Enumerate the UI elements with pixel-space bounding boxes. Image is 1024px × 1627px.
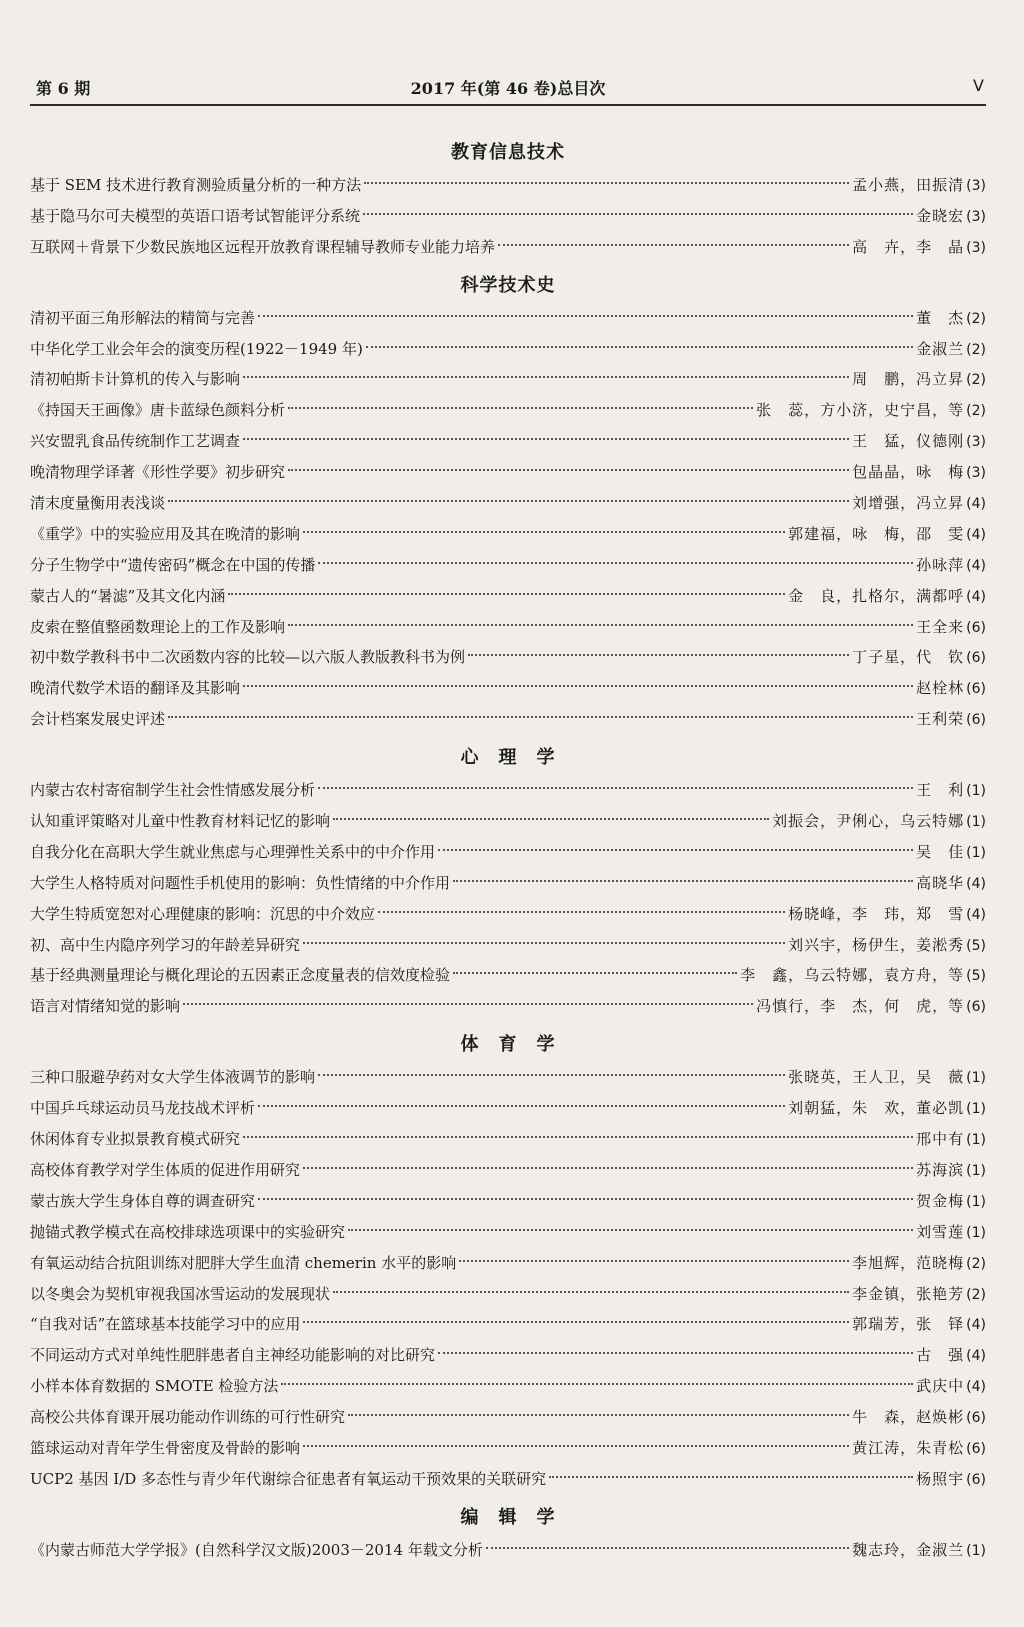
dot-leader: [258, 1105, 785, 1107]
dot-leader: [288, 469, 849, 471]
issue-number: (6): [966, 650, 986, 667]
toc-entry: [30, 868, 986, 899]
toc-entry: [30, 1402, 986, 1433]
article-title: 休闲体育专业拟景教育模式研究: [30, 1130, 241, 1149]
article-title: 不同运动方式对单纯性肥胖患者自主神经功能影响的对比研究: [30, 1346, 436, 1365]
dot-leader: [228, 593, 785, 595]
issue-number: (4): [966, 875, 986, 892]
dot-leader: [303, 942, 785, 944]
toc-entry: [30, 1155, 986, 1186]
article-title: 基于隐马尔可夫模型的英语口语考试智能评分系统: [30, 206, 361, 225]
article-authors: 王 利: [916, 781, 965, 800]
article-authors: 王利荣: [916, 710, 965, 729]
dot-leader: [498, 244, 849, 246]
article-authors: 刘朝猛，朱 欢，董必凯: [788, 1099, 965, 1118]
dot-leader: [468, 654, 849, 656]
article-title: 中华化学工业会年会的演变历程(1922－1949 年): [30, 339, 363, 358]
dot-leader: [303, 1321, 849, 1323]
toc-section: [30, 1501, 986, 1566]
dot-leader: [303, 1445, 849, 1447]
dot-leader: [366, 346, 913, 348]
article-authors: 古 强: [916, 1346, 965, 1365]
article-authors: 武庆中: [916, 1377, 965, 1396]
issue-number: (2): [966, 310, 986, 327]
toc-entry: [30, 1217, 986, 1248]
dot-leader: [378, 911, 785, 913]
issue-number: (2): [966, 403, 986, 420]
toc-entry: [30, 1124, 986, 1155]
issue-number: (4): [966, 496, 986, 513]
dot-leader: [168, 500, 849, 502]
issue-number: (5): [966, 937, 986, 954]
issue-number: (4): [966, 1379, 986, 1396]
toc-entry: [30, 1340, 986, 1371]
article-title: 清初帕斯卡计算机的传入与影响: [30, 370, 241, 389]
article-authors: 高 卉，李 晶: [852, 237, 965, 256]
issue-number: (1): [966, 1101, 986, 1118]
article-title: 小样本体育数据的 SMOTE 检验方法: [30, 1377, 279, 1396]
article-authors: 孙咏萍: [916, 555, 965, 574]
toc-entry: [30, 1371, 986, 1402]
article-authors: 刘兴宇，杨伊生，姜淞秀: [788, 935, 965, 954]
toc-entry: [30, 334, 986, 365]
article-title: 三种口服避孕药对女大学生体液调节的影响: [30, 1068, 316, 1087]
toc-section: [30, 269, 986, 735]
article-authors: 牛 森，赵焕彬: [852, 1408, 965, 1427]
article-authors: 李 鑫，乌云特娜，袁方舟，等: [740, 966, 965, 985]
toc-entry: [30, 1464, 986, 1495]
dot-leader: [318, 562, 913, 564]
dot-leader: [333, 1291, 849, 1293]
toc-entry: [30, 673, 986, 704]
issue-number: (4): [966, 557, 986, 574]
article-authors: 郭瑞芳，张 铎: [852, 1315, 965, 1334]
toc-entry: [30, 1186, 986, 1217]
toc-section: [30, 136, 986, 263]
issue-number: (6): [966, 1440, 986, 1457]
article-authors: 吴 佳: [916, 842, 965, 861]
toc-entry: [30, 519, 986, 550]
article-title: 晚清物理学译著《形性学要》初步研究: [30, 463, 286, 482]
article-title: 有氧运动结合抗阻训练对肥胖大学生血清 chemerin 水平的影响: [30, 1253, 457, 1272]
issue-number: (6): [966, 999, 986, 1016]
article-title: 抛锚式教学模式在高校排球选项课中的实验研究: [30, 1222, 346, 1241]
article-authors: 王 猛，仪德刚: [852, 432, 965, 451]
article-authors: 金 良，扎格尔，满都呼: [788, 586, 965, 605]
issue-number: (4): [966, 1348, 986, 1365]
toc-entry: [30, 775, 986, 806]
toc-entry: [30, 170, 986, 201]
toc-entry: [30, 704, 986, 735]
toc-entry: [30, 642, 986, 673]
article-authors: 周 鹏，冯立昇: [852, 370, 965, 389]
article-title: 蒙古人的“暑滤”及其文化内涵: [30, 586, 226, 605]
article-title: 语言对情绪知觉的影响: [30, 997, 181, 1016]
issue-number: (1): [966, 814, 986, 831]
page-header: [30, 70, 986, 106]
dot-leader: [318, 787, 913, 789]
dot-leader: [438, 849, 913, 851]
article-title: 互联网＋背景下少数民族地区远程开放教育课程辅导教师专业能力培养: [30, 237, 496, 256]
dot-leader: [258, 315, 913, 317]
table-of-contents: [30, 130, 986, 1566]
article-title: 基于 SEM 技术进行教育测验质量分析的一种方法: [30, 176, 362, 194]
article-authors: 刘振会，尹俐心，乌云特娜: [772, 812, 965, 831]
dot-leader: [453, 972, 737, 974]
issue-number: (4): [966, 526, 986, 543]
article-authors: 王全来: [916, 617, 965, 636]
toc-entry: [30, 1433, 986, 1464]
toc-section: [30, 741, 986, 1022]
article-authors: 杨照宇: [916, 1469, 965, 1488]
page-number: V: [973, 76, 984, 95]
dot-leader: [453, 880, 913, 882]
dot-leader: [243, 1136, 913, 1138]
article-title: UCP2 基因 I/D 多态性与青少年代谢综合征患者有氧运动干预效果的关联研究: [30, 1469, 547, 1488]
toc-entry: [30, 837, 986, 868]
dot-leader: [303, 1167, 913, 1169]
article-authors: 金晓宏: [916, 206, 965, 225]
issue-number: (5): [966, 968, 986, 985]
issue-number: (1): [966, 1193, 986, 1210]
issue-number: (4): [966, 906, 986, 923]
article-authors: 魏志玲，金淑兰: [852, 1540, 965, 1559]
issue-number: (6): [966, 681, 986, 698]
issue-number: (6): [966, 712, 986, 729]
toc-entry: [30, 364, 986, 395]
toc-entry: [30, 581, 986, 612]
article-title: 《重学》中的实验应用及其在晚清的影响: [30, 524, 301, 543]
dot-leader: [348, 1229, 913, 1231]
article-authors: 张 蕊，方小济，史宁昌，等: [756, 401, 965, 420]
article-title: 高校体育教学对学生体质的促进作用研究: [30, 1160, 301, 1179]
issue-number: (1): [966, 1224, 986, 1241]
toc-entry: [30, 303, 986, 334]
article-title: 《持国天王画像》唐卡蓝绿色颜料分析: [30, 401, 286, 420]
section-title: 教育信息技术: [451, 142, 565, 163]
article-title: 兴安盟乳食品传统制作工艺调查: [30, 432, 241, 451]
article-title: 《内蒙古师范大学学报》(自然科学汉文版)2003－2014 年载文分析: [30, 1540, 483, 1559]
article-authors: 丁子星，代 钦: [852, 648, 965, 667]
dot-leader: [281, 1383, 913, 1385]
article-authors: 李金镇，张艳芳: [852, 1284, 965, 1303]
article-title: 蒙古族大学生身体自尊的调查研究: [30, 1191, 256, 1210]
issue-number: (2): [966, 1286, 986, 1303]
article-authors: 董 杰: [916, 308, 965, 327]
dot-leader: [168, 716, 913, 718]
toc-entry: [30, 1062, 986, 1093]
issue-number: (1): [966, 844, 986, 861]
toc-entry: [30, 612, 986, 643]
issue-number: (3): [966, 208, 986, 225]
dot-leader: [438, 1352, 913, 1354]
toc-section: [30, 1028, 986, 1494]
toc-entry: [30, 1279, 986, 1310]
article-title: 基于经典测量理论与概化理论的五因素正念度量表的信效度检验: [30, 966, 451, 985]
issue-number: (6): [966, 1471, 986, 1488]
dot-leader: [183, 1003, 753, 1005]
article-title: “自我对话”在篮球基本技能学习中的应用: [30, 1315, 301, 1334]
issue-number: (3): [966, 465, 986, 482]
section-title: 体 育 学: [460, 1034, 556, 1056]
toc-entry: [30, 395, 986, 426]
article-authors: 冯慎行，李 杰，何 虎，等: [756, 997, 965, 1016]
running-title: 2017 年(第 46 卷)总目次: [410, 79, 606, 98]
dot-leader: [364, 182, 849, 184]
article-title: 清末度量衡用表浅谈: [30, 494, 166, 513]
dot-leader: [549, 1476, 913, 1478]
toc-entry: [30, 426, 986, 457]
toc-entry: [30, 991, 986, 1022]
dot-leader: [363, 213, 913, 215]
article-authors: 孟小燕，田振清: [852, 176, 965, 194]
article-authors: 郭建福，咏 梅，邵 雯: [788, 524, 965, 543]
dot-leader: [288, 624, 913, 626]
article-title: 篮球运动对青年学生骨密度及骨龄的影响: [30, 1438, 301, 1457]
article-title: 以冬奥会为契机审视我国冰雪运动的发展现状: [30, 1284, 331, 1303]
section-title: 心 理 学: [460, 747, 556, 769]
issue-number: (1): [966, 1162, 986, 1179]
toc-entry: [30, 899, 986, 930]
dot-leader: [318, 1074, 785, 1076]
issue-label: 第 6 期: [36, 79, 91, 98]
issue-number: (1): [966, 1542, 986, 1559]
section-title: 科学技术史: [460, 274, 556, 296]
toc-entry: [30, 232, 986, 263]
article-authors: 包晶晶，咏 梅: [852, 463, 965, 482]
issue-number: (1): [966, 1132, 986, 1149]
article-authors: 邢中有: [916, 1130, 965, 1149]
toc-entry: [30, 1309, 986, 1340]
toc-entry: [30, 488, 986, 519]
issue-number: (2): [966, 1255, 986, 1272]
article-title: 会计档案发展史评述: [30, 710, 166, 729]
toc-entry: [30, 930, 986, 961]
issue-number: (3): [966, 239, 986, 256]
toc-entry: [30, 960, 986, 991]
dot-leader: [243, 376, 849, 378]
issue-number: (4): [966, 588, 986, 605]
section-title: 编 辑 学: [460, 1506, 556, 1528]
issue-number: (4): [966, 1317, 986, 1334]
toc-entry: [30, 457, 986, 488]
article-title: 大学生人格特质对问题性手机使用的影响：负性情绪的中介作用: [30, 873, 451, 892]
article-title: 初中数学教科书中二次函数内容的比较—以六版人教版教科书为例: [30, 648, 466, 667]
article-title: 认知重评策略对儿童中性教育材料记忆的影响: [30, 812, 331, 831]
dot-leader: [459, 1260, 849, 1262]
article-authors: 苏海滨: [916, 1160, 965, 1179]
article-authors: 赵栓林: [916, 679, 965, 698]
toc-entry: [30, 1248, 986, 1279]
dot-leader: [486, 1547, 849, 1549]
dot-leader: [288, 407, 753, 409]
article-title: 皮索在整值整函数理论上的工作及影响: [30, 617, 286, 636]
article-title: 高校公共体育课开展功能动作训练的可行性研究: [30, 1408, 346, 1427]
dot-leader: [333, 818, 769, 820]
article-authors: 黄江涛，朱青松: [852, 1438, 965, 1457]
article-title: 分子生物学中“遗传密码”概念在中国的传播: [30, 555, 316, 574]
article-authors: 贺金梅: [916, 1191, 965, 1210]
article-authors: 刘雪莲: [916, 1222, 965, 1241]
dot-leader: [243, 685, 913, 687]
issue-number: (1): [966, 783, 986, 800]
article-title: 内蒙古农村寄宿制学生社会性情感发展分析: [30, 781, 316, 800]
article-title: 自我分化在高职大学生就业焦虑与心理弹性关系中的中介作用: [30, 842, 436, 861]
issue-number: (6): [966, 1410, 986, 1427]
issue-number: (2): [966, 341, 986, 358]
issue-number: (1): [966, 1070, 986, 1087]
article-title: 晚清代数学术语的翻译及其影响: [30, 679, 241, 698]
article-title: 初、高中生内隐序列学习的年龄差异研究: [30, 935, 301, 954]
dot-leader: [243, 438, 849, 440]
dot-leader: [258, 1198, 913, 1200]
article-authors: 李旭辉，范晓梅: [852, 1253, 965, 1272]
issue-number: (3): [966, 178, 986, 194]
toc-entry: [30, 1535, 986, 1566]
issue-number: (6): [966, 619, 986, 636]
toc-entry: [30, 550, 986, 581]
toc-entry: [30, 201, 986, 232]
article-title: 清初平面三角形解法的精简与完善: [30, 308, 256, 327]
toc-entry: [30, 806, 986, 837]
issue-number: (2): [966, 372, 986, 389]
issue-number: (3): [966, 434, 986, 451]
article-authors: 金淑兰: [916, 339, 965, 358]
article-title: 中国乒乓球运动员马龙技战术评析: [30, 1099, 256, 1118]
article-authors: 杨晓峰，李 玮，郑 雪: [788, 904, 965, 923]
article-authors: 高晓华: [916, 873, 965, 892]
toc-entry: [30, 1093, 986, 1124]
article-authors: 刘增强，冯立昇: [852, 494, 965, 513]
dot-leader: [348, 1414, 849, 1416]
dot-leader: [303, 531, 785, 533]
article-authors: 张晓英，王人卫，吴 薇: [788, 1068, 965, 1087]
article-title: 大学生特质宽恕对心理健康的影响：沉思的中介效应: [30, 904, 376, 923]
